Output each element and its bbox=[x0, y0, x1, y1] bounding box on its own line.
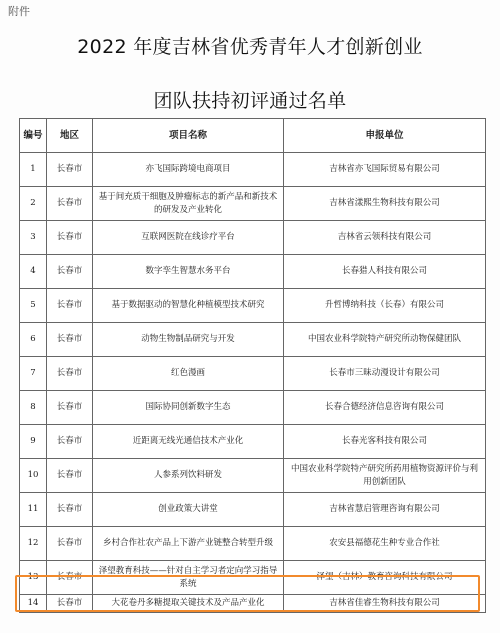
cell-number: 7 bbox=[20, 357, 47, 391]
cell-number: 4 bbox=[20, 255, 47, 289]
cell-area: 长春市 bbox=[47, 255, 93, 289]
cell-area: 长春市 bbox=[47, 221, 93, 255]
attachment-label: 附件 bbox=[8, 5, 30, 18]
table-row bbox=[20, 391, 486, 425]
cell-area: 长春市 bbox=[47, 595, 93, 613]
cell-number: 13 bbox=[20, 561, 47, 595]
table-row bbox=[20, 323, 486, 357]
table-header-row bbox=[20, 119, 486, 153]
table-row bbox=[20, 221, 486, 255]
cell-area: 长春市 bbox=[47, 561, 93, 595]
table-row bbox=[20, 493, 486, 527]
column-header-unit: 申报单位 bbox=[284, 119, 486, 153]
cell-area: 长春市 bbox=[47, 357, 93, 391]
cell-unit: 吉林省佳睿生物科技有限公司 bbox=[284, 595, 486, 613]
cell-number: 5 bbox=[20, 289, 47, 323]
cell-project: 近距离无线光通信技术产业化 bbox=[93, 425, 284, 459]
cell-area: 长春市 bbox=[47, 187, 93, 221]
table-row bbox=[20, 187, 486, 221]
column-header-number: 编号 bbox=[20, 119, 47, 153]
cell-number: 1 bbox=[20, 153, 47, 187]
cell-project: 泽望教育科技——针对自主学习者定向学习指导系统 bbox=[93, 561, 284, 595]
table-row bbox=[20, 459, 486, 493]
cell-project: 基于间充质干细胞及肿瘤标志的新产品和新技术的研发及产业转化 bbox=[93, 187, 284, 221]
cell-unit: 农安县福德花生种专业合作社 bbox=[284, 527, 486, 561]
cell-number: 6 bbox=[20, 323, 47, 357]
cell-area: 长春市 bbox=[47, 289, 93, 323]
cell-unit: 长春合德经济信息咨询有限公司 bbox=[284, 391, 486, 425]
table-row bbox=[20, 289, 486, 323]
cell-unit: 吉林省亦飞国际贸易有限公司 bbox=[284, 153, 486, 187]
table-row bbox=[20, 595, 486, 613]
cell-project: 亦飞国际跨境电商项目 bbox=[93, 153, 284, 187]
document-title-line-1: 2022 年度吉林省优秀青年人才创新创业 bbox=[77, 36, 423, 58]
cell-unit: 中国农业科学院特产研究所动物保健团队 bbox=[284, 323, 486, 357]
cell-unit: 长春光客科技有限公司 bbox=[284, 425, 486, 459]
document-title-line-2: 团队扶持初评通过名单 bbox=[153, 90, 347, 112]
column-header-project: 项目名称 bbox=[93, 119, 284, 153]
cell-number: 9 bbox=[20, 425, 47, 459]
cell-project: 动物生物制品研究与开发 bbox=[93, 323, 284, 357]
cell-area: 长春市 bbox=[47, 323, 93, 357]
cell-area: 长春市 bbox=[47, 425, 93, 459]
cell-number: 10 bbox=[20, 459, 47, 493]
cell-project: 数字孪生智慧水务平台 bbox=[93, 255, 284, 289]
table-row-highlighted bbox=[20, 561, 486, 595]
table-row bbox=[20, 255, 486, 289]
cell-project: 大花卷丹多糖提取关键技术及产品产业化 bbox=[93, 595, 284, 613]
cell-area: 长春市 bbox=[47, 153, 93, 187]
cell-area: 长春市 bbox=[47, 493, 93, 527]
cell-unit: 长春市三昧动漫设计有限公司 bbox=[284, 357, 486, 391]
cell-unit: 吉林省云领科技有限公司 bbox=[284, 221, 486, 255]
cell-unit: 升哲博纳科技（长春）有限公司 bbox=[284, 289, 486, 323]
cell-project: 人参系列饮料研发 bbox=[93, 459, 284, 493]
table-row bbox=[20, 153, 486, 187]
cell-project: 红色漫画 bbox=[93, 357, 284, 391]
table-row bbox=[20, 527, 486, 561]
cell-project: 国际协同创新数字生态 bbox=[93, 391, 284, 425]
cell-unit: 长春猎人科技有限公司 bbox=[284, 255, 486, 289]
cell-number: 2 bbox=[20, 187, 47, 221]
cell-unit: 泽望（吉林）教育咨询科技有限公司 bbox=[284, 561, 486, 595]
cell-number: 14 bbox=[20, 595, 47, 613]
cell-project: 乡村合作社农产品上下游产业链整合转型升级 bbox=[93, 527, 284, 561]
table-row bbox=[20, 357, 486, 391]
cell-project: 互联网医院在线诊疗平台 bbox=[93, 221, 284, 255]
table-row bbox=[20, 425, 486, 459]
cell-unit: 吉林省慧启管理咨询有限公司 bbox=[284, 493, 486, 527]
cell-unit: 吉林省漾熙生物科技有限公司 bbox=[284, 187, 486, 221]
cell-area: 长春市 bbox=[47, 527, 93, 561]
cell-project: 基于数据驱动的智慧化种植模型技术研究 bbox=[93, 289, 284, 323]
cell-number: 12 bbox=[20, 527, 47, 561]
cell-number: 3 bbox=[20, 221, 47, 255]
cell-unit: 中国农业科学院特产研究所药用植物资源评价与利用创新团队 bbox=[284, 459, 486, 493]
cell-number: 11 bbox=[20, 493, 47, 527]
approval-list-table bbox=[19, 118, 486, 613]
cell-area: 长春市 bbox=[47, 459, 93, 493]
column-header-area: 地区 bbox=[47, 119, 93, 153]
cell-number: 8 bbox=[20, 391, 47, 425]
cell-area: 长春市 bbox=[47, 391, 93, 425]
cell-project: 创业政策大讲堂 bbox=[93, 493, 284, 527]
